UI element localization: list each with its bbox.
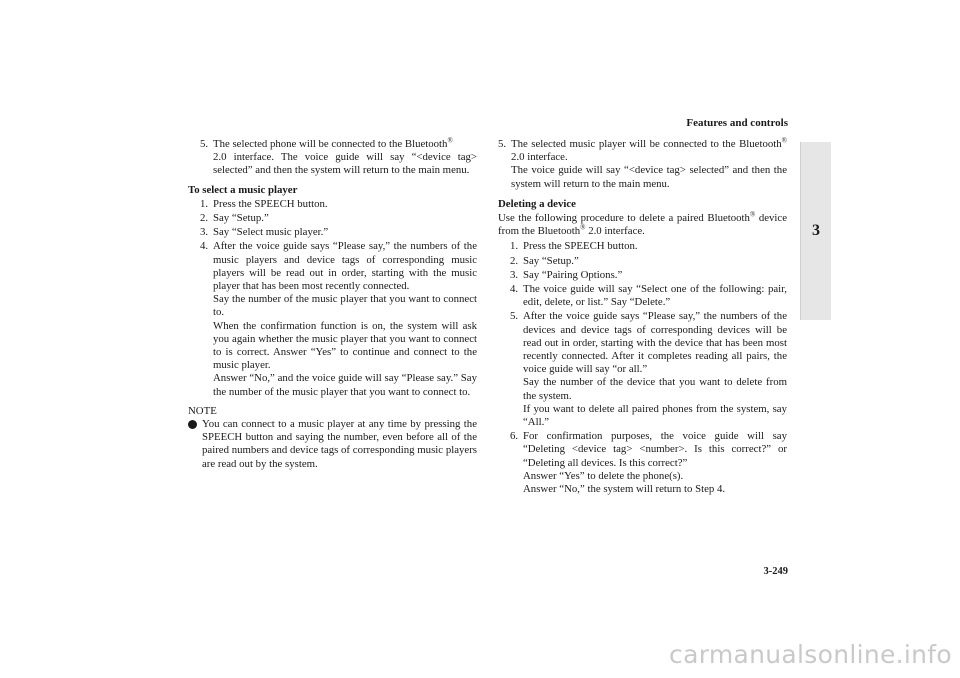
step-text-cont: 2.0 interface. The voice guide will say “<device tag> selected” and then the system will return to the main menu. <box>213 151 477 177</box>
step-paragraph: When the confirmation function is on, the system will ask you again whether the music player that you want to connect to is correct. Answer “Yes” to continue and connect to the music player. <box>213 319 477 372</box>
step-number: 2. <box>510 254 519 267</box>
left-column <box>188 138 477 471</box>
step-number: 4. <box>200 240 209 253</box>
music-step-3 <box>188 226 477 239</box>
step-number: 3. <box>200 226 209 239</box>
step-number: 1. <box>200 197 209 210</box>
delete-step-5 <box>498 310 787 429</box>
registered-mark: ® <box>781 136 787 145</box>
right-column <box>498 138 787 497</box>
step-text: Say “Setup.” <box>523 254 579 267</box>
step-paragraph: Say the number of the device that you want to delete from the system. <box>523 376 787 402</box>
bullet-icon <box>188 420 197 429</box>
step-text: After the voice guide says “Please say,” the numbers of the music players and device tags of corresponding music players will be read out in order, starting with the music player that has been most recently connected. <box>213 240 477 293</box>
section-tab-number: 3 <box>812 222 820 239</box>
step-text: Press the SPEECH button. <box>213 197 328 210</box>
step-text-cont: 2.0 interface. <box>511 151 568 164</box>
watermark: carmanualsonline.info <box>669 640 952 669</box>
step-text: Press the SPEECH button. <box>523 240 638 253</box>
delete-step-1 <box>498 240 787 253</box>
step-paragraph: Answer “No,” the system will return to Step 4. <box>523 483 726 496</box>
right-step-5 <box>498 138 787 191</box>
step-paragraph: Answer “Yes” to delete the phone(s). <box>523 469 684 482</box>
registered-mark: ® <box>749 210 756 219</box>
deleting-device-heading: Deleting a device <box>498 197 576 210</box>
music-step-4 <box>188 240 477 398</box>
step-paragraph: The voice guide will say “<device tag> selected” and then the system will return to the main menu. <box>511 164 787 190</box>
step-number: 4. <box>510 283 519 296</box>
deleting-intro: Use the following procedure to delete a paired Bluetooth® device from the Bluetooth® 2.0 interface. <box>498 210 788 238</box>
step-number: 6. <box>510 430 519 443</box>
step-number: 1. <box>510 240 519 253</box>
step-text: For confirmation purposes, the voice guide will say “Deleting <device tag> <number>. Is this correct?” or “Deleting all devices. Is this correct?” <box>523 430 787 469</box>
step-text: The selected phone will be connected to the Bluetooth <box>213 138 448 150</box>
step-text: Say “Select music player.” <box>213 226 329 239</box>
note-label: NOTE <box>188 404 217 417</box>
step-text: The voice guide will say “Select one of the following: pair, edit, delete, or list.” Say “Delete.” <box>523 283 787 309</box>
left-step-5 <box>188 138 477 178</box>
page-number: 3-249 <box>763 566 788 577</box>
music-player-heading: To select a music player <box>188 183 298 196</box>
delete-step-2 <box>498 255 787 268</box>
music-step-1 <box>188 198 477 211</box>
step-number: 5. <box>200 138 209 150</box>
step-number: 5. <box>498 138 507 150</box>
page-header: Features and controls <box>686 117 788 129</box>
step-number: 2. <box>200 212 209 225</box>
registered-mark: ® <box>580 223 586 232</box>
music-step-2 <box>188 212 477 225</box>
delete-step-4 <box>498 283 787 309</box>
step-text: Say “Pairing Options.” <box>523 268 623 281</box>
note-text: You can connect to a music player at any time by pressing the SPEECH button and saying the number, even before all of the paired numbers and device tags of corresponding music players are read out by the system. <box>202 418 477 470</box>
step-number: 5. <box>510 310 519 323</box>
note-bullet <box>188 418 477 471</box>
step-paragraph: Answer “No,” and the voice guide will say “Please say.” Say the number of the music player that you want to connect to. <box>213 372 477 398</box>
step-paragraph: Say the number of the music player that you want to connect to. <box>213 293 477 319</box>
step-text: Say “Setup.” <box>213 212 269 225</box>
delete-step-3 <box>498 269 787 282</box>
delete-step-6 <box>498 430 787 496</box>
step-text: After the voice guide says “Please say,” the numbers of the devices and device tags of corresponding devices will be read out in order, starting with the device that has been most recently connected. After it completes reading all pairs, the voice guide will say “or all.” <box>523 310 787 376</box>
step-paragraph: If you want to delete all paired phones from the system, say “All.” <box>523 402 787 429</box>
registered-mark: ® <box>447 136 453 145</box>
section-tab <box>800 142 831 320</box>
step-text: The selected music player will be connected to the Bluetooth <box>511 138 782 150</box>
step-number: 3. <box>510 268 519 281</box>
